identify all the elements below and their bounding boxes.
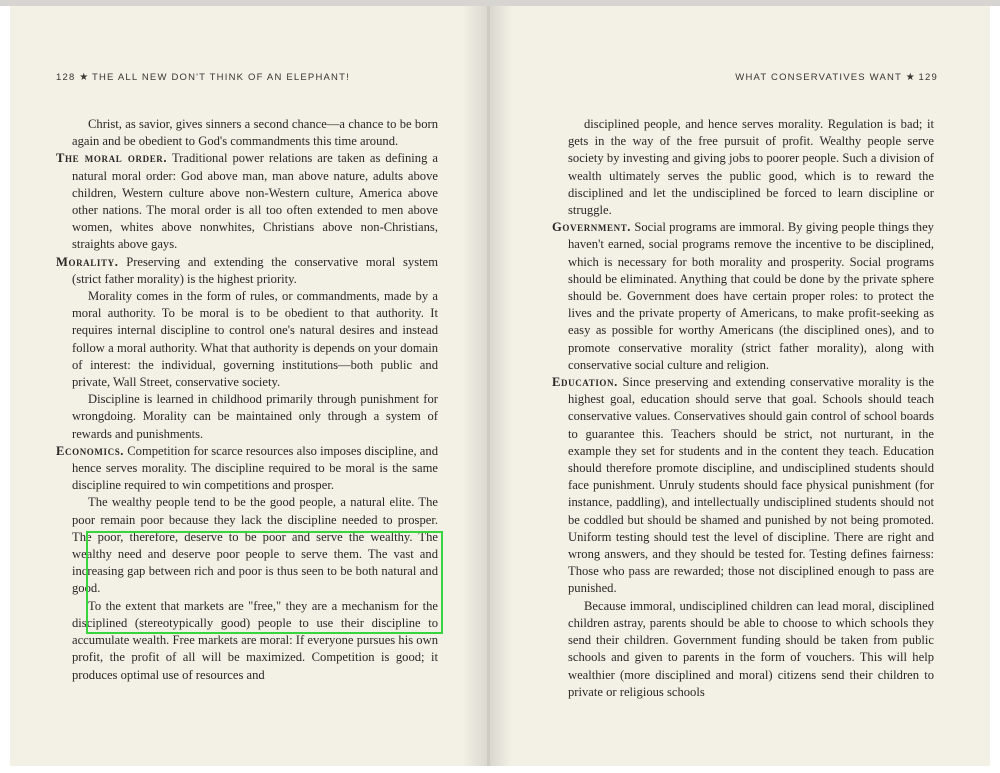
right-page-number: 129 bbox=[918, 72, 938, 83]
left-running-head bbox=[56, 72, 350, 83]
section-heading: Economics. bbox=[56, 443, 125, 458]
star-icon: ★ bbox=[905, 72, 915, 83]
section-heading: Morality. bbox=[56, 254, 119, 269]
right-page bbox=[490, 6, 990, 766]
paragraph: Discipline is learned in childhood primarily through punishment for wrongdoing. Morality can be maintained only through a system of rewards and punishments. bbox=[72, 392, 438, 441]
section-heading: The moral order. bbox=[56, 151, 168, 166]
paragraph: Christ, as savior, gives sinners a second chance—a chance to be born again and be obedient to God's commandments this time around. bbox=[72, 117, 438, 149]
paragraph-education: Education. Since preserving and extending conservative morality is the highest goal, education should serve that goal. Schools should teach conservative values. Conservatives should gain control of school boards to guarantee this. Teachers should be strict, not nurturant, in the example they set for students and in the content they teach. Education should therefore promote discipline, and undisciplined students should face punishment. Unruly students should face physical punishment (for instance, paddling), and intellectually undisciplined students should not be coddled but should be shamed and punished by not being promoted. Uniform testing should test the level of discipline. There are right and wrong answers, and they should be tested for. Testing defines fairness: Those who pass are rewarded; those not disciplined enough to pass are punished. bbox=[552, 375, 934, 596]
paragraph: disciplined people, and hence serves morality. Regulation is bad; it gets in the way of the free pursuit of profit. Wealthy people serve society by investing and giving jobs to poorer people. Such a division of wealth ultimately serves the public good, which is to reward the disciplined and let the undisciplined be forced to learn discipline or struggle. bbox=[568, 117, 934, 218]
paragraph: To the extent that markets are "free," they are a mechanism for the disciplined (stereotypically good) people to use their discipline to accumulate wealth. Free markets are moral: If everyone pursues his own profit, the profit of all will be maximized. Competition is good; it produces optimal use of resources and bbox=[72, 598, 438, 682]
star-icon: ★ bbox=[79, 72, 89, 83]
paragraph: Because immoral, undisciplined children can lead moral, disciplined children astray, parents should be able to choose to which schools they send their children. Government funding should be taken from public schools and given to parents in the form of vouchers. This will help wealthier (more disciplined and moral) citizens send their children to private or religious schools bbox=[568, 598, 934, 699]
highlight-box bbox=[86, 531, 443, 634]
left-page-number: 128 bbox=[56, 72, 76, 83]
paragraph-economics: Economics. Competition for scarce resources also imposes discipline, and hence serves morality. The discipline required to be moral is the same discipline required to win competitions and prosper. bbox=[56, 443, 438, 493]
section-heading: Education. bbox=[552, 375, 618, 390]
section-heading: Government. bbox=[552, 220, 632, 235]
paragraph-highlighted: The wealthy people tend to be the good people, a natural elite. The poor remain poor because they lack the discipline needed to prosper. The poor, therefore, deserve to be poor and serve the wealthy. The wealthy need and deserve poor people to serve them. The vast and increasing gap between rich and poor is thus seen to be both natural and good. bbox=[72, 495, 438, 596]
right-chapter-title: WHAT CONSERVATIVES WANT bbox=[735, 72, 902, 83]
left-book-title: THE ALL NEW DON'T THINK OF AN ELEPHANT! bbox=[91, 72, 350, 83]
left-gutter-shadow bbox=[462, 6, 488, 766]
paragraph: Morality comes in the form of rules, or commandments, made by a moral authority. To be moral is to be obedient to that authority. It requires internal discipline to control one's natural desires and instead follow a moral authority. What that authority is depends on your domain of interest: the individual, governing institutions—both public and private, Wall Street, conservative society. bbox=[72, 289, 438, 390]
book-spread bbox=[10, 6, 990, 766]
left-page bbox=[10, 6, 488, 766]
right-body-text bbox=[552, 116, 934, 701]
right-gutter-shadow bbox=[490, 6, 512, 766]
paragraph-government: Government. Social programs are immoral. By giving people things they haven't earned, social programs remove the incentive to be disciplined, which is necessary for both morality and prosperity. Social programs should be eliminated. Anything that could be done by the private sphere should be. Government does have certain proper roles: to protect the lives and the private property of Americans, to make profit-seeking as easy as possible for worthy Americans (the disciplined ones), and to promote conservative morality (strict father morality), along with conservative social culture and religion. bbox=[552, 220, 934, 372]
paragraph-moral-order: The moral order. Traditional power relations are taken as defining a natural moral order: God above man, man above nature, adults above children, Western culture above non-Western culture, America above other nations. The moral order is all too often extended to men above women, whites above nonwhites, Christians above non-Christians, straights above gays. bbox=[56, 151, 438, 252]
right-running-head bbox=[735, 72, 938, 83]
scan-bottom-margin bbox=[0, 766, 1000, 773]
paragraph-morality: Morality. Preserving and extending the conservative moral system (strict father morality) is the highest priority. bbox=[56, 254, 438, 286]
